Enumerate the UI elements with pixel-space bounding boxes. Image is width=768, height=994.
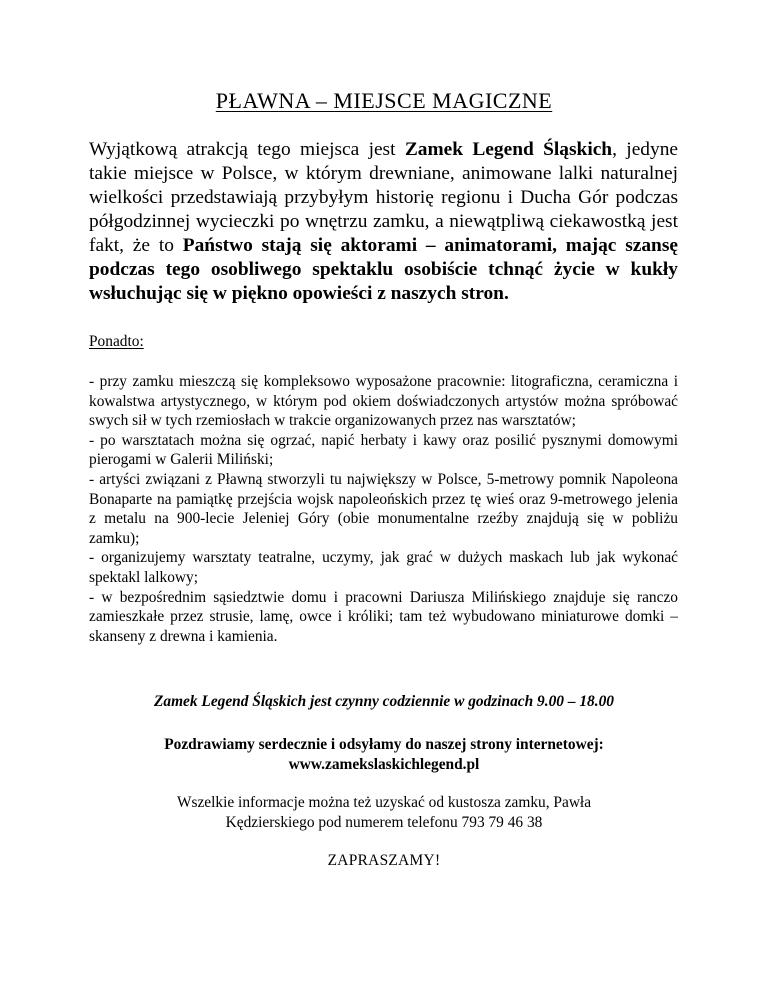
contact-info — [0, 793, 768, 832]
page-title-text: PŁAWNA – MIEJSCE MAGICZNE — [215, 88, 553, 113]
intro-text-part2: , jedyne takie miejsce w Polsce, w którym drewniane, animowane lalki naturalnej wielkości przedstawiają przybyłym historię regionu i Ducha Gór podczas półgodzinnej wycieczki po wnętrzu zamku, a niewątpliwą ciekawostką jest fakt, że to — [89, 139, 678, 256]
intro-castle-name: Zamek Legend Śląskich — [404, 139, 613, 160]
intro-paragraph — [89, 138, 678, 306]
list-item: - przy zamku mieszczą się kompleksowo wyposażone pracownie: litograficzna, ceramiczna i kowalstwa artystycznego, w którym pod okiem doświadczonych artystów można spróbować swych sił w tych rzemiosłach w trakcie organizowanych przez nas warsztatów; — [89, 373, 678, 430]
list-item: - w bezpośrednim sąsiedztwie domu i pracowni Dariusza Milińskiego znajduje się ranczo zamieszkałe przez strusie, lamę, owce i króliki; tam też wybudowano miniaturowe domki – skanseny z drewna i kamienia. — [89, 588, 678, 645]
attractions-list — [89, 372, 678, 646]
list-item: - po warsztatach można się ogrzać, napić herbaty i kawy oraz posilić pysznymi domowymi pierogami w Galerii Miliński; — [89, 431, 678, 469]
greeting-text: Pozdrawiamy serdecznie i odsyłamy do naszej strony internetowej: — [164, 736, 604, 753]
website-link[interactable]: www.zamekslaskichlegend.pl — [288, 755, 480, 773]
intro-bold-end: Państwo stają się aktorami – animatorami, mając szansę podczas tego osobliwego spektaklu osobiście tchnąć życie w kukły wsłuchując się w piękno opowieści z naszych stron. — [89, 235, 678, 304]
opening-hours: Zamek Legend Śląskich jest czynny codziennie w godzinach 9.00 – 18.00 — [153, 693, 614, 710]
intro-text-part1: Wyjątkową atrakcją tego miejsca jest — [89, 139, 405, 160]
invite-text: ZAPRASZAMY! — [327, 852, 441, 869]
greeting-block — [0, 735, 768, 774]
contact-info-line2: Kędzierskiego pod numerem telefonu 793 79 46 38 — [225, 813, 543, 831]
contact-info-line1: Wszelkie informacje można też uzyskać od kustosza zamku, Pawła — [176, 794, 592, 811]
page-title — [0, 88, 768, 114]
list-item: - artyści związani z Pławną stworzyli tu największy w Polsce, 5-metrowy pomnik Napoleona Bonaparte na pamiątkę przejścia wojsk napoleońskich przez tę wieś oraz 9-metrowego jelenia z metalu na 900-lecie Jeleniej Góry (obie monumentalne rzeźby znajdują się w pobliżu zamku); — [89, 470, 678, 547]
ponadto-heading: Ponadto: — [89, 333, 144, 350]
list-item: - organizujemy warsztaty teatralne, uczymy, jak grać w dużych maskach lub jak wykonać spektakl lalkowy; — [89, 549, 678, 586]
